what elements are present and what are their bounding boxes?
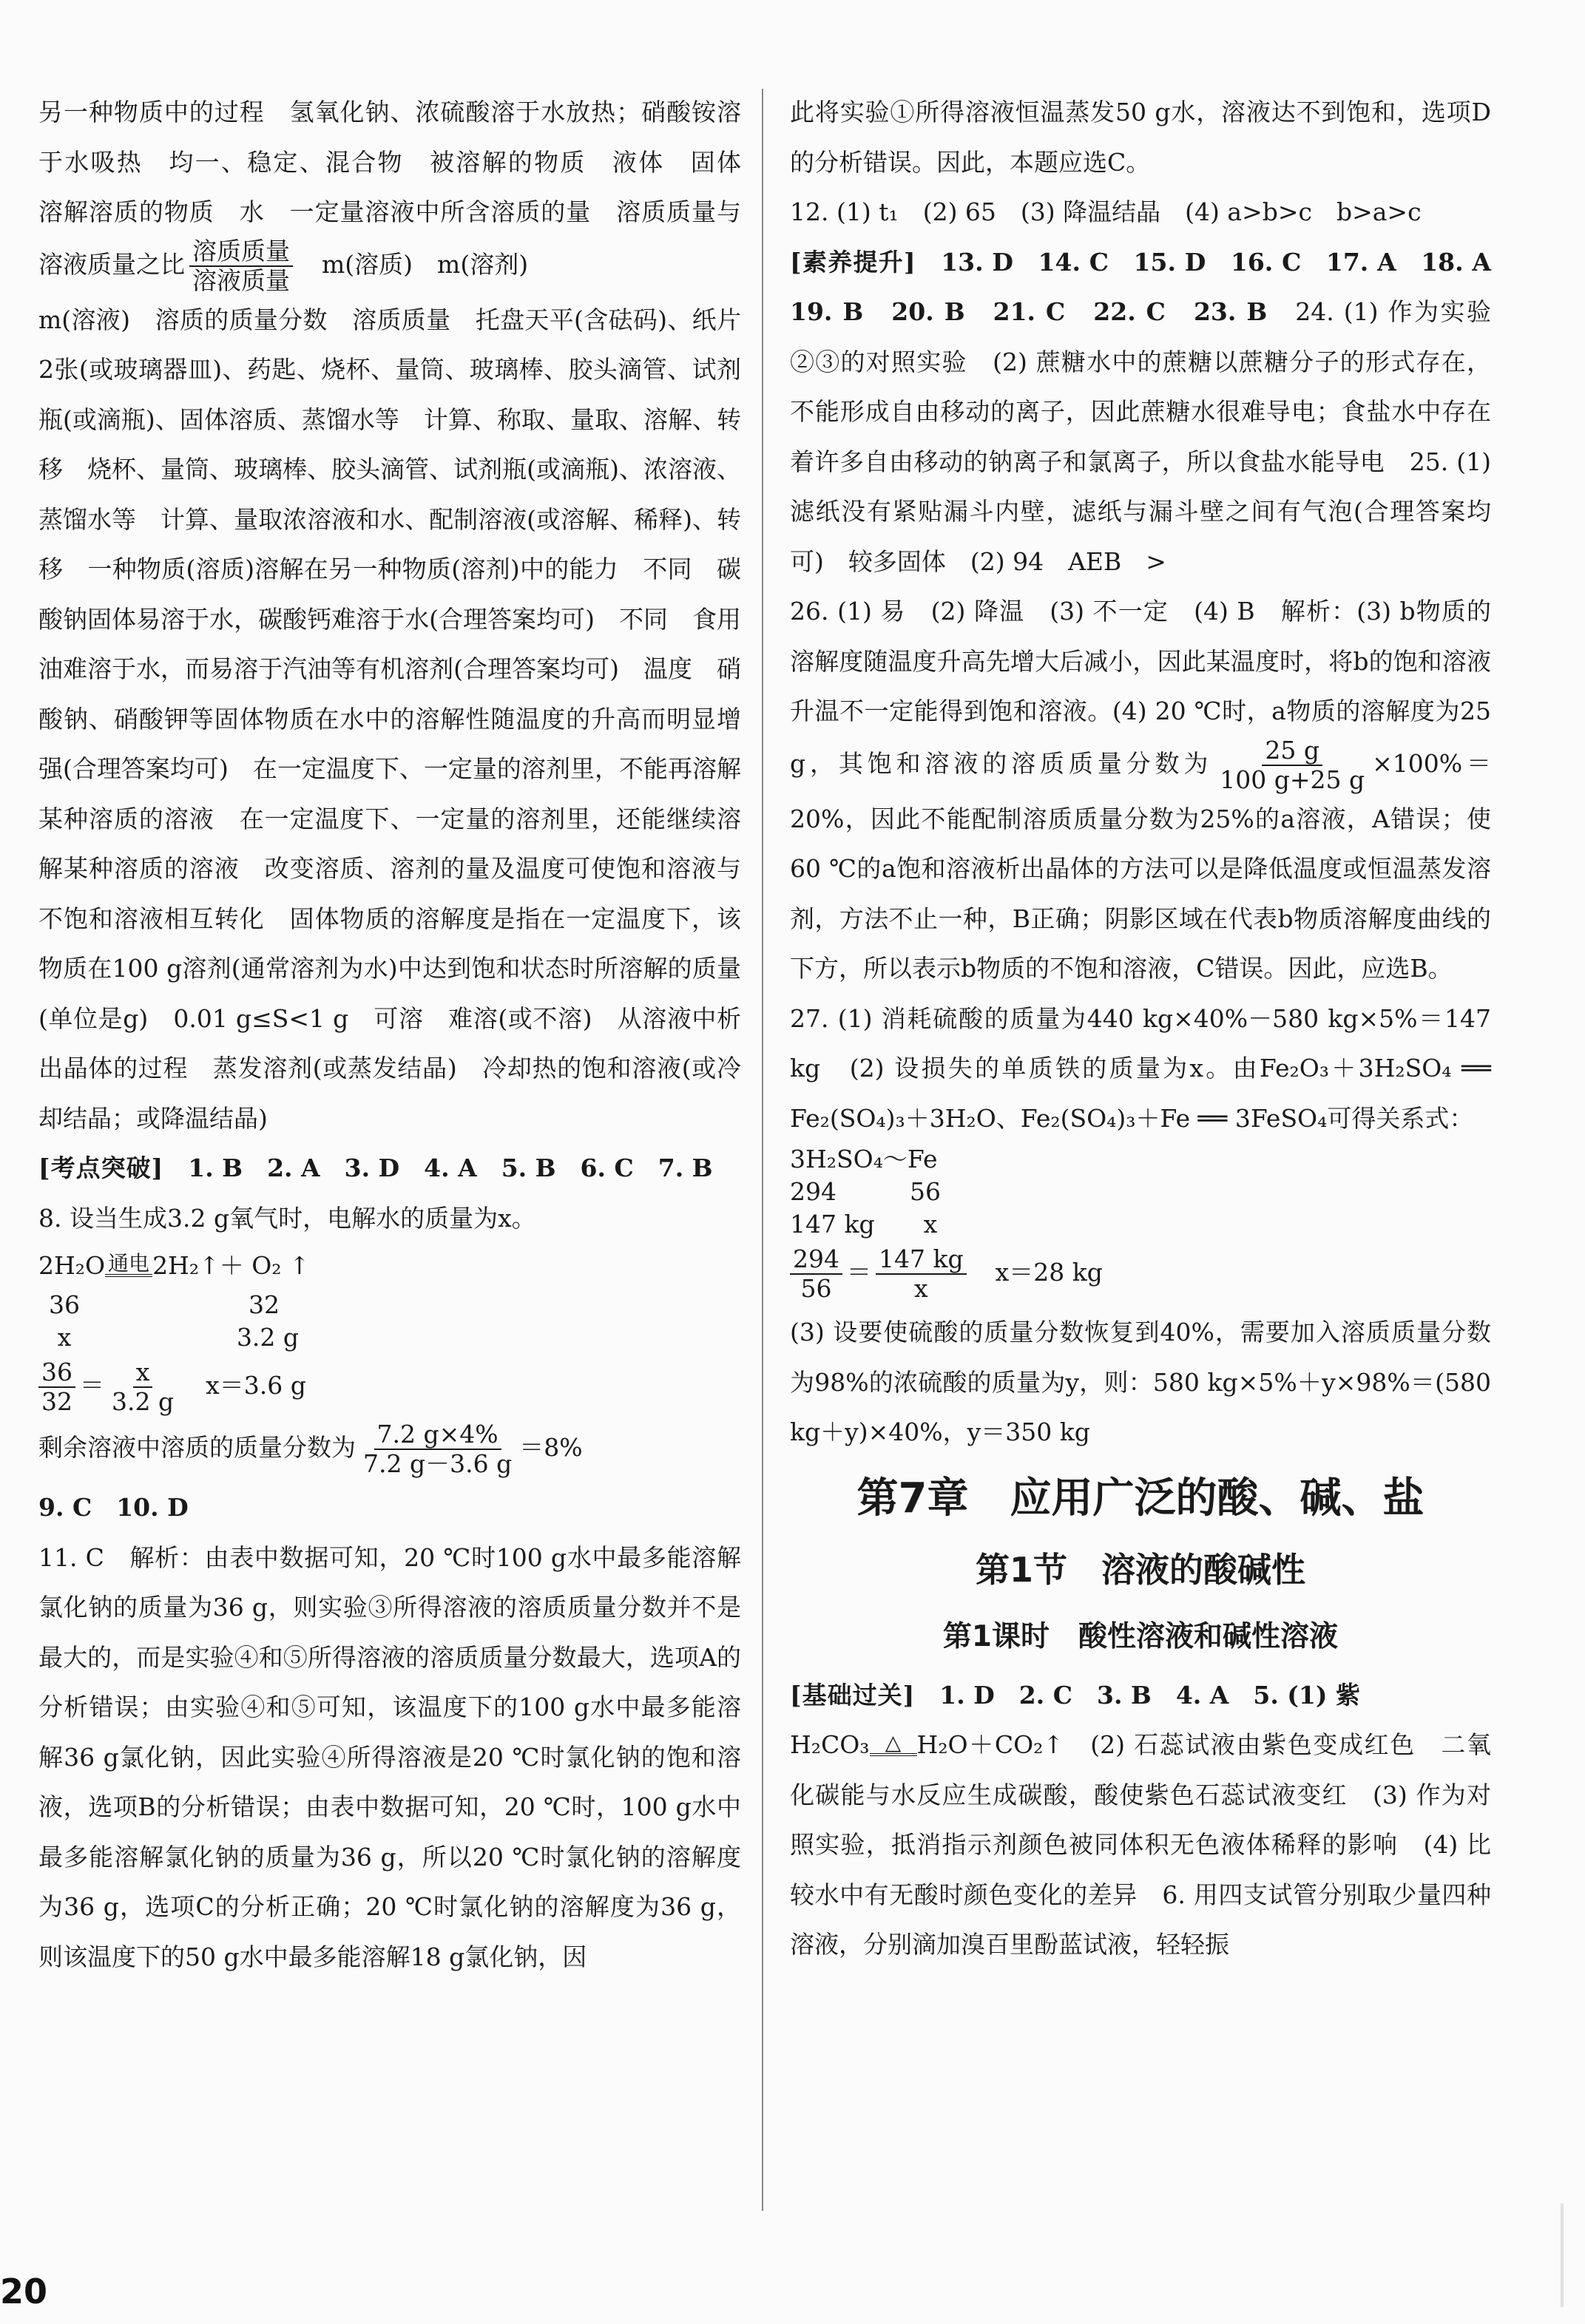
questions-9-10: 9. C 10. D — [38, 1493, 189, 1522]
eq8-value-row — [38, 1321, 741, 1354]
rel-frac-1 — [790, 1245, 842, 1303]
q26-frac-num: 25 g — [1262, 736, 1322, 766]
jichu-answers: 1. D 2. C 3. B 4. A 5. (1) 紫 — [939, 1680, 1360, 1710]
relation-ratio: $\frac{294}{56}$ ＝ $\frac{147 kg}{x}$ x＝28 kg — [790, 1245, 1491, 1303]
eq8-condition — [105, 1253, 152, 1281]
eq5-condition — [870, 1732, 917, 1761]
eq8-condition-text: 通电 — [108, 1251, 150, 1276]
rel-den-2: x — [913, 1274, 928, 1303]
q5-text: (2) 石蕊试液由紫色变成红色 二氧化碳能与水反应生成碳酸，酸使紫色石蕊试液变红 (3) 作为对照实验，抵消指示剂颜色被同体积无色液体稀释的影响 (4) 比较水中有无酸时颜色变化的差异 6. 用四支试管分别取少量四种溶液，分别滴加溴百里酚蓝试液，轻轻振 — [790, 1730, 1491, 1959]
eq8-value-oxygen: 3.2 g — [236, 1323, 300, 1352]
fraction-numerator: 溶质质量 — [189, 237, 293, 267]
mass-fraction-frac — [360, 1420, 515, 1478]
eq5-reactant: H₂CO₃ — [790, 1730, 870, 1759]
q26-text-a: 26. (1) 易 (2) 降温 (3) 不一定 (4) B 解析：(3) b物质的溶解度随温度升高先增大后减小，因此某温度时，将b的饱和溶液升温不一定能得到饱和溶液。(4) 20 ℃时，a物质的溶解度为25 g，其饱和溶液的溶质质量分数为 — [790, 597, 1491, 778]
ratio-result: x＝3.6 g — [206, 1371, 306, 1400]
jichu-tag: [基础过关] — [790, 1680, 916, 1710]
eq8-mass-water: 36 — [49, 1290, 80, 1319]
suyang-line — [790, 237, 1516, 587]
relation-row-2: 147 kg x — [790, 1210, 938, 1239]
ratio-frac-2 — [109, 1358, 177, 1416]
page-number: 20 — [0, 2272, 48, 2311]
question-25: 25. (1) 滤纸没有紧贴漏斗内壁，滤纸与漏斗壁之间有气泡(合理答案均可) 较多固体 (2) 94 AEB > — [790, 447, 1492, 576]
eq8-condition-bar — [105, 1274, 152, 1281]
suyang-tag: [素养提升] — [790, 247, 916, 277]
fraction-solute-solution — [189, 237, 293, 295]
question-26 — [790, 586, 1491, 994]
question-27-part-3: (3) 设要使硫酸的质量分数恢复到40%，需要加入溶质质量分数为98%的浓硫酸的质量为y，则：580 kg×5%＋y×98%＝(580 kg＋y)×40%，y＝350 kg — [790, 1318, 1491, 1446]
eq8-mass-oxygen: 32 — [249, 1290, 280, 1319]
chapter-title: 第7章 应用广泛的酸、碱、盐 — [856, 1474, 1425, 1522]
eq5-condition-bar — [870, 1753, 917, 1761]
eq8-ratio: $\frac{36}{32}$ ＝ $\frac{x}{3.2 g}$ x＝3.6 g — [38, 1358, 741, 1416]
relation-row-1: 294 56 — [790, 1177, 941, 1206]
suyang-answers: 13. D 14. C 15. D 16. C 17. A 18. A 19. B 20. B 21. C 22. C 23. B — [790, 247, 1516, 326]
eq8-reactant: 2H₂O — [38, 1251, 106, 1280]
mass-fraction-line — [38, 1420, 741, 1478]
kaodian-line — [38, 1143, 741, 1193]
ratio-den-2: 3.2 g — [112, 1387, 175, 1416]
question-11: 11. C 解析：由表中数据可知，20 ℃时100 g水中最多能溶解氯化钠的质量为36 g，则实验③所得溶液的溶质质量分数并不是最大的，而是实验④和⑤所得溶液的溶质质量分数最大，选项A的分析错误；由实验④和⑤可知，该温度下的100 g水中最多能溶解36 g氯化钠，因此实验④所得溶液是20 ℃时氯化钠的饱和溶液，选项B的分析错误；由表中数据可知，20 ℃时，100 g水中最多能溶解氯化钠的质量为36 g，所以20 ℃时氯化钠的溶解度为36 g，选项C的分析正确；20 ℃时氯化钠的溶解度为36 g，则该温度下的50 g水中最多能溶解18 g氯化钠，因 — [38, 1542, 741, 1971]
ratio-num-2: x — [133, 1358, 153, 1388]
ratio-num-1: 36 — [38, 1358, 75, 1388]
rel-frac-2 — [876, 1245, 967, 1303]
rel-den-1: 56 — [800, 1274, 832, 1303]
eq8-products: 2H₂↑＋ O₂ ↑ — [152, 1251, 310, 1280]
mass-fraction-lead: 剩余溶液中溶质的质量分数为 — [38, 1433, 356, 1462]
mass-fraction-num: 7.2 g×4% — [374, 1420, 501, 1450]
relation-result: x＝28 kg — [995, 1258, 1103, 1287]
edge-shadow — [1561, 2203, 1564, 2307]
rel-num-2: 147 kg — [876, 1245, 967, 1275]
eq8-mass-row — [38, 1289, 741, 1321]
eq5-products: H₂O＋CO₂↑ — [916, 1730, 1064, 1759]
summary-paragraph-2: m(溶液) 溶质的质量分数 溶质质量 托盘天平(含砝码)、纸片2张(或玻璃器皿)、药匙、烧杯、量筒、玻璃棒、胶头滴管、试剂瓶(或滴瓶)、固体溶质、蒸馏水等 计算、称取、量取、溶解、转移 烧杯、量筒、玻璃棒、胶头滴管、试剂瓶(或滴瓶)、浓溶液、蒸馏水等 计算、量取浓溶液和水、配制溶液(或溶解、稀释)、转移 一种物质(溶质)溶解在另一种物质(溶剂)中的能力 不同 碳酸钠固体易溶于水，碳酸钙难溶于水(合理答案均可) 不同 食用油难溶于水，而易溶于汽油等有机溶剂(合理答案均可) 温度 硝酸钠、硝酸钾等固体物质在水中的溶解性随温度的升高而明显增强(合理答案均可) 在一定温度下、一定量的溶剂里，不能再溶解某种溶质的溶液 在一定温度下、一定量的溶剂里，还能继续溶解某种溶质的溶液 改变溶质、溶剂的量及温度可使饱和溶液与不饱和溶液相互转化 固体物质的溶解度是指在一定温度下，该物质在100 g溶剂(通常溶剂为水)中达到饱和状态时所溶解的质量(单位是g) 0.01 g≤S<1 g 可溶 难溶(或不溶) 从溶液中析出晶体的过程 蒸发溶剂(或蒸发结晶) 冷却热的饱和溶液(或冷却结晶；或降温结晶) — [38, 305, 741, 1133]
q26-fraction — [1217, 736, 1368, 794]
question-5-continued — [790, 1720, 1491, 1970]
right-column — [790, 87, 1516, 1970]
relation-line: 3H₂SO₄～Fe — [790, 1145, 938, 1173]
question-24: 24. (1) 作为实验②③的对照实验 (2) 蔗糖水中的蔗糖以蔗糖分子的形式存在，不能形成自由移动的离子，因此蔗糖水很难导电；食盐水中存在着许多自由移动的钠离子和氯离子，所以食盐水能导电 — [790, 297, 1491, 476]
question-12: 12. (1) t₁ (2) 65 (3) 降温结晶 (4) a>b>c b>a>c — [790, 197, 1422, 226]
summary-text-1: 另一种物质中的过程 氢氧化钠、浓硫酸溶于水放热；硝酸铵溶于水吸热 均一、稳定、混合物 被溶解的物质 液体 固体 溶解溶质的物质 水 一定量溶液中所含溶质的量 溶质质量与溶液质量之比 — [38, 98, 766, 279]
lesson-title: 第1课时 酸性溶液和碱性溶液 — [942, 1619, 1339, 1653]
summary-text-1b: m(溶质) m(溶剂) — [322, 249, 529, 279]
q11-continued: 此将实验①所得溶液恒温蒸发50 g水，溶液达不到饱和，选项D的分析错误。因此，本题应选C。 — [790, 98, 1491, 177]
column-divider — [762, 89, 763, 2211]
kaodian-tag: [考点突破] — [38, 1153, 164, 1182]
q26-frac-den: 100 g+25 g — [1220, 765, 1365, 794]
q26-text-b: ×100%＝20%，因此不能配制溶质质量分数为25%的a溶液，A错误；使60 ℃的a饱和溶液析出晶体的方法可以是降低温度或恒温蒸发溶剂，方法不止一种，B正确；阴影区域在代表b物质溶解度曲线的下方，所以表示b物质的不饱和溶液，C错误。因此，应选B。 — [790, 748, 1491, 983]
ratio-den-1: 32 — [41, 1387, 72, 1416]
question-27: 27. (1) 消耗硫酸的质量为440 kg×40%－580 kg×5%＝147 kg (2) 设损失的单质铁的质量为x。由Fe₂O₃＋3H₂SO₄ ══ Fe₂(SO₄)₃＋3H₂O、Fe₂(SO₄)₃＋Fe ══ 3FeSO₄可得关系式： — [790, 1003, 1491, 1133]
jichu-line — [790, 1670, 1491, 1721]
section-title: 第1节 溶液的酸碱性 — [975, 1549, 1305, 1590]
mass-fraction-den: 7.2 g－3.6 g — [363, 1449, 513, 1478]
fraction-denominator: 溶液质量 — [192, 265, 290, 295]
left-column — [38, 87, 766, 1982]
heat-symbol-icon: △ — [885, 1730, 902, 1755]
rel-num-1: 294 — [790, 1245, 842, 1275]
equation-electrolysis — [38, 1247, 741, 1284]
eq8-value-water: x — [57, 1323, 72, 1352]
question-8: 8. 设当生成3.2 g氧气时，电解水的质量为x。 — [38, 1203, 536, 1233]
mass-fraction-result: ＝8% — [519, 1433, 583, 1462]
summary-paragraph-1 — [38, 87, 766, 295]
ratio-frac-1 — [38, 1358, 75, 1416]
kaodian-answers: 1. B 2. A 3. D 4. A 5. B 6. C 7. B — [188, 1153, 713, 1182]
